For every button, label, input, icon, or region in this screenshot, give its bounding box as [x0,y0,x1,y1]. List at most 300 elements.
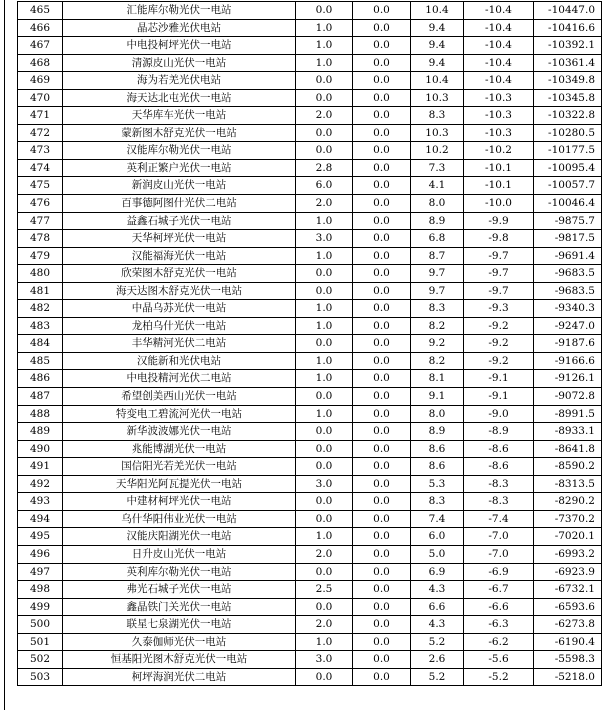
table-row [18,493,602,511]
value-cell-5: -8991.5 [534,405,602,423]
value-cell-2: 0.0 [353,458,411,476]
value-cell-3: 10.4 [411,72,464,90]
value-cell-3: 10.3 [411,124,464,142]
value-cell-2: 0.0 [353,598,411,616]
value-cell-5: -10349.8 [534,72,602,90]
value-cell-2: 0.0 [353,405,411,423]
station-name-cell: 恒基阳光图木舒克光伏一电站 [63,651,296,669]
value-cell-5: -10322.8 [534,107,602,125]
row-index-cell: 481 [18,282,63,300]
value-cell-1: 2.5 [296,581,353,599]
station-name-cell: 中晶乌苏光伏一电站 [63,300,296,318]
station-name-cell: 天华阳光阿瓦提光伏一电站 [63,475,296,493]
row-index-cell: 500 [18,616,63,634]
station-name-cell: 中建材柯坪光伏一电站 [63,493,296,511]
value-cell-4: -9.2 [464,335,534,353]
value-cell-3: 6.6 [411,598,464,616]
value-cell-2: 0.0 [353,159,411,177]
value-cell-4: -10.4 [464,19,534,37]
table-row [18,195,602,213]
value-cell-2: 0.0 [353,177,411,195]
left-margin-line [4,0,5,710]
value-cell-5: -6190.4 [534,633,602,651]
table-row [18,54,602,72]
value-cell-1: 1.0 [296,54,353,72]
row-index-cell: 486 [18,370,63,388]
value-cell-5: -6273.8 [534,616,602,634]
value-cell-2: 0.0 [353,124,411,142]
value-cell-3: 2.6 [411,651,464,669]
value-cell-4: -10.3 [464,124,534,142]
value-cell-4: -7.4 [464,510,534,528]
table-row [18,89,602,107]
value-cell-4: -10.3 [464,89,534,107]
table-row [18,423,602,441]
row-index-cell: 466 [18,19,63,37]
value-cell-3: 5.2 [411,633,464,651]
value-cell-1: 0.0 [296,440,353,458]
value-cell-3: 10.3 [411,89,464,107]
value-cell-1: 0.0 [296,89,353,107]
station-name-cell: 海天达图木舒克光伏一电站 [63,282,296,300]
row-index-cell: 472 [18,124,63,142]
value-cell-5: -9072.8 [534,388,602,406]
row-index-cell: 477 [18,212,63,230]
value-cell-1: 0.0 [296,423,353,441]
table-row [18,510,602,528]
value-cell-4: -10.4 [464,2,534,20]
value-cell-1: 1.0 [296,19,353,37]
table-row [18,317,602,335]
value-cell-1: 0.0 [296,265,353,283]
value-cell-2: 0.0 [353,317,411,335]
value-cell-3: 4.3 [411,581,464,599]
table-row [18,230,602,248]
value-cell-2: 0.0 [353,247,411,265]
table-row [18,563,602,581]
row-index-cell: 476 [18,195,63,213]
value-cell-1: 1.0 [296,300,353,318]
value-cell-5: -5598.3 [534,651,602,669]
station-name-cell: 英利库尔勒光伏一电站 [63,563,296,581]
value-cell-4: -9.7 [464,247,534,265]
value-cell-1: 0.0 [296,458,353,476]
table-row [18,616,602,634]
value-cell-1: 3.0 [296,651,353,669]
value-cell-3: 9.2 [411,335,464,353]
value-cell-3: 9.7 [411,265,464,283]
row-index-cell: 496 [18,545,63,563]
value-cell-4: -9.1 [464,388,534,406]
value-cell-5: -9683.5 [534,265,602,283]
table-row [18,528,602,546]
value-cell-1: 0.0 [296,124,353,142]
value-cell-4: -8.3 [464,493,534,511]
value-cell-2: 0.0 [353,2,411,20]
value-cell-5: -10280.5 [534,124,602,142]
value-cell-3: 6.9 [411,563,464,581]
value-cell-2: 0.0 [353,423,411,441]
row-index-cell: 490 [18,440,63,458]
value-cell-2: 0.0 [353,510,411,528]
value-cell-3: 8.0 [411,195,464,213]
value-cell-5: -9187.6 [534,335,602,353]
value-cell-4: -9.2 [464,317,534,335]
value-cell-4: -10.3 [464,107,534,125]
value-cell-4: -9.8 [464,230,534,248]
row-index-cell: 491 [18,458,63,476]
row-index-cell: 502 [18,651,63,669]
row-index-cell: 467 [18,37,63,55]
value-cell-2: 0.0 [353,581,411,599]
value-cell-2: 0.0 [353,37,411,55]
value-cell-2: 0.0 [353,668,411,686]
value-cell-5: -10392.1 [534,37,602,55]
station-name-cell: 特变电工碧流河光伏一电站 [63,405,296,423]
row-index-cell: 473 [18,142,63,160]
station-name-cell: 益鑫石城子光伏一电站 [63,212,296,230]
value-cell-1: 1.0 [296,212,353,230]
row-index-cell: 474 [18,159,63,177]
table-row [18,265,602,283]
value-cell-3: 8.2 [411,352,464,370]
row-index-cell: 499 [18,598,63,616]
row-index-cell: 479 [18,247,63,265]
value-cell-2: 0.0 [353,19,411,37]
value-cell-5: -7020.1 [534,528,602,546]
station-name-cell: 海天达北屯光伏一电站 [63,89,296,107]
value-cell-5: -10345.8 [534,89,602,107]
value-cell-4: -8.9 [464,423,534,441]
station-name-cell: 鑫晶铁门关光伏一电站 [63,598,296,616]
value-cell-5: -10095.4 [534,159,602,177]
value-cell-1: 0.0 [296,510,353,528]
value-cell-2: 0.0 [353,352,411,370]
value-cell-5: -8290.2 [534,493,602,511]
value-cell-3: 8.2 [411,317,464,335]
table-row [18,458,602,476]
value-cell-1: 1.0 [296,247,353,265]
value-cell-3: 9.7 [411,282,464,300]
value-cell-1: 0.0 [296,563,353,581]
value-cell-5: -9340.3 [534,300,602,318]
value-cell-1: 0.0 [296,668,353,686]
value-cell-4: -5.2 [464,668,534,686]
value-cell-4: -7.0 [464,545,534,563]
value-cell-2: 0.0 [353,142,411,160]
value-cell-1: 2.0 [296,195,353,213]
value-cell-3: 8.0 [411,405,464,423]
value-cell-1: 0.0 [296,142,353,160]
value-cell-2: 0.0 [353,651,411,669]
table-row [18,352,602,370]
station-name-cell: 汉能福海光伏一电站 [63,247,296,265]
station-name-cell: 柯坪海润光伏二电站 [63,668,296,686]
value-cell-3: 6.8 [411,230,464,248]
table-row [18,545,602,563]
value-cell-2: 0.0 [353,265,411,283]
value-cell-4: -10.0 [464,195,534,213]
value-cell-1: 3.0 [296,230,353,248]
table-row [18,405,602,423]
value-cell-3: 8.1 [411,370,464,388]
table-row [18,19,602,37]
table-row [18,282,602,300]
value-cell-5: -10447.0 [534,2,602,20]
station-name-cell: 久泰伽师光伏一电站 [63,633,296,651]
station-name-cell: 乌什华阳伟业光伏一电站 [63,510,296,528]
value-cell-5: -10361.4 [534,54,602,72]
table-row [18,159,602,177]
station-name-cell: 百事德阿图什光伏二电站 [63,195,296,213]
row-index-cell: 487 [18,388,63,406]
value-cell-1: 0.0 [296,335,353,353]
row-index-cell: 492 [18,475,63,493]
value-cell-1: 1.0 [296,633,353,651]
value-cell-2: 0.0 [353,54,411,72]
value-cell-5: -8313.5 [534,475,602,493]
value-cell-5: -8590.2 [534,458,602,476]
value-cell-5: -9875.7 [534,212,602,230]
value-cell-3: 10.4 [411,2,464,20]
value-cell-3: 4.3 [411,616,464,634]
value-cell-5: -9126.1 [534,370,602,388]
table-row [18,388,602,406]
row-index-cell: 493 [18,493,63,511]
table-body [18,2,602,686]
station-name-cell: 中电投柯坪光伏一电站 [63,37,296,55]
value-cell-3: 8.3 [411,300,464,318]
station-name-cell: 蒙新图木舒克光伏一电站 [63,124,296,142]
value-cell-4: -10.2 [464,142,534,160]
value-cell-2: 0.0 [353,493,411,511]
value-cell-4: -6.9 [464,563,534,581]
value-cell-3: 5.2 [411,668,464,686]
value-cell-2: 0.0 [353,107,411,125]
value-cell-4: -6.6 [464,598,534,616]
row-index-cell: 483 [18,317,63,335]
row-index-cell: 503 [18,668,63,686]
value-cell-3: 8.3 [411,493,464,511]
value-cell-2: 0.0 [353,475,411,493]
value-cell-5: -7370.2 [534,510,602,528]
row-index-cell: 497 [18,563,63,581]
station-name-cell: 国信阳光若羌光伏一电站 [63,458,296,476]
value-cell-3: 9.1 [411,388,464,406]
value-cell-2: 0.0 [353,616,411,634]
table-row [18,177,602,195]
station-name-cell: 天华库车光伏一电站 [63,107,296,125]
station-name-cell: 汉能新和光伏电站 [63,352,296,370]
table-row [18,440,602,458]
value-cell-2: 0.0 [353,633,411,651]
value-cell-5: -9683.5 [534,282,602,300]
value-cell-1: 0.0 [296,388,353,406]
value-cell-5: -9691.4 [534,247,602,265]
value-cell-5: -6732.1 [534,581,602,599]
value-cell-3: 7.3 [411,159,464,177]
value-cell-3: 8.6 [411,440,464,458]
station-name-cell: 英利正繁户光伏一电站 [63,159,296,177]
row-index-cell: 471 [18,107,63,125]
row-index-cell: 484 [18,335,63,353]
value-cell-1: 0.0 [296,282,353,300]
station-name-cell: 日升皮山光伏一电站 [63,545,296,563]
table-row [18,37,602,55]
value-cell-1: 2.0 [296,107,353,125]
table-row [18,72,602,90]
table-row [18,2,602,20]
station-name-cell: 海为若羌光伏电站 [63,72,296,90]
table-row [18,370,602,388]
table-row [18,598,602,616]
value-cell-2: 0.0 [353,300,411,318]
table-row [18,124,602,142]
value-cell-2: 0.0 [353,335,411,353]
station-name-cell: 汇能库尔勒光伏一电站 [63,2,296,20]
value-cell-1: 1.0 [296,528,353,546]
value-cell-1: 0.0 [296,2,353,20]
ranking-table [17,1,602,686]
value-cell-1: 0.0 [296,493,353,511]
value-cell-4: -10.4 [464,37,534,55]
value-cell-5: -6593.6 [534,598,602,616]
table-row [18,335,602,353]
value-cell-4: -7.0 [464,528,534,546]
value-cell-2: 0.0 [353,370,411,388]
value-cell-4: -6.3 [464,616,534,634]
value-cell-4: -9.7 [464,282,534,300]
row-index-cell: 468 [18,54,63,72]
table-row [18,581,602,599]
value-cell-2: 0.0 [353,440,411,458]
value-cell-4: -10.4 [464,72,534,90]
value-cell-2: 0.0 [353,528,411,546]
value-cell-4: -6.7 [464,581,534,599]
value-cell-1: 0.0 [296,72,353,90]
value-cell-4: -9.1 [464,370,534,388]
row-index-cell: 488 [18,405,63,423]
value-cell-2: 0.0 [353,388,411,406]
value-cell-3: 8.9 [411,212,464,230]
table-row [18,107,602,125]
table-row [18,142,602,160]
station-name-cell: 汉能库尔勒光伏一电站 [63,142,296,160]
station-name-cell: 汉能庆阳湖光伏一电站 [63,528,296,546]
value-cell-4: -9.0 [464,405,534,423]
value-cell-5: -10046.4 [534,195,602,213]
row-index-cell: 494 [18,510,63,528]
row-index-cell: 501 [18,633,63,651]
value-cell-3: 8.3 [411,107,464,125]
value-cell-4: -8.6 [464,440,534,458]
table-row [18,633,602,651]
value-cell-5: -9817.5 [534,230,602,248]
value-cell-1: 2.0 [296,545,353,563]
value-cell-4: -10.1 [464,159,534,177]
value-cell-1: 1.0 [296,352,353,370]
row-index-cell: 495 [18,528,63,546]
station-name-cell: 新华波波娜光伏一电站 [63,423,296,441]
value-cell-3: 10.2 [411,142,464,160]
station-name-cell: 联星七泉湖光伏一电站 [63,616,296,634]
value-cell-4: -8.6 [464,458,534,476]
value-cell-5: -10177.5 [534,142,602,160]
row-index-cell: 480 [18,265,63,283]
station-name-cell: 欣荣图木舒克光伏一电站 [63,265,296,283]
station-name-cell: 中电投精河光伏二电站 [63,370,296,388]
value-cell-5: -9166.6 [534,352,602,370]
value-cell-5: -6993.2 [534,545,602,563]
value-cell-4: -5.6 [464,651,534,669]
value-cell-1: 1.0 [296,317,353,335]
value-cell-1: 2.0 [296,616,353,634]
value-cell-1: 2.8 [296,159,353,177]
value-cell-3: 9.4 [411,19,464,37]
station-name-cell: 新润皮山光伏一电站 [63,177,296,195]
row-index-cell: 469 [18,72,63,90]
row-index-cell: 489 [18,423,63,441]
value-cell-2: 0.0 [353,72,411,90]
value-cell-4: -10.4 [464,54,534,72]
table-row [18,247,602,265]
value-cell-2: 0.0 [353,545,411,563]
value-cell-4: -6.2 [464,633,534,651]
value-cell-2: 0.0 [353,282,411,300]
value-cell-2: 0.0 [353,212,411,230]
value-cell-3: 7.4 [411,510,464,528]
row-index-cell: 482 [18,300,63,318]
value-cell-4: -9.3 [464,300,534,318]
value-cell-5: -9247.0 [534,317,602,335]
value-cell-3: 4.1 [411,177,464,195]
value-cell-1: 3.0 [296,475,353,493]
row-index-cell: 465 [18,2,63,20]
station-name-cell: 兆能博湖光伏一电站 [63,440,296,458]
value-cell-3: 5.0 [411,545,464,563]
value-cell-1: 1.0 [296,405,353,423]
value-cell-4: -9.9 [464,212,534,230]
value-cell-5: -8641.8 [534,440,602,458]
station-name-cell: 弗光石城子光伏一电站 [63,581,296,599]
table-row [18,300,602,318]
row-index-cell: 478 [18,230,63,248]
station-name-cell: 清源皮山光伏一电站 [63,54,296,72]
value-cell-3: 5.3 [411,475,464,493]
value-cell-5: -5218.0 [534,668,602,686]
value-cell-1: 6.0 [296,177,353,195]
value-cell-1: 0.0 [296,598,353,616]
value-cell-3: 8.7 [411,247,464,265]
value-cell-1: 1.0 [296,37,353,55]
station-name-cell: 晶芯沙雅光伏电站 [63,19,296,37]
station-name-cell: 丰华精河光伏二电站 [63,335,296,353]
value-cell-1: 1.0 [296,370,353,388]
value-cell-4: -10.1 [464,177,534,195]
value-cell-5: -8933.1 [534,423,602,441]
row-index-cell: 498 [18,581,63,599]
row-index-cell: 485 [18,352,63,370]
row-index-cell: 470 [18,89,63,107]
table-row [18,212,602,230]
value-cell-3: 6.0 [411,528,464,546]
row-index-cell: 475 [18,177,63,195]
value-cell-5: -10416.6 [534,19,602,37]
value-cell-2: 0.0 [353,563,411,581]
table-row [18,475,602,493]
value-cell-5: -6923.9 [534,563,602,581]
table-row [18,651,602,669]
